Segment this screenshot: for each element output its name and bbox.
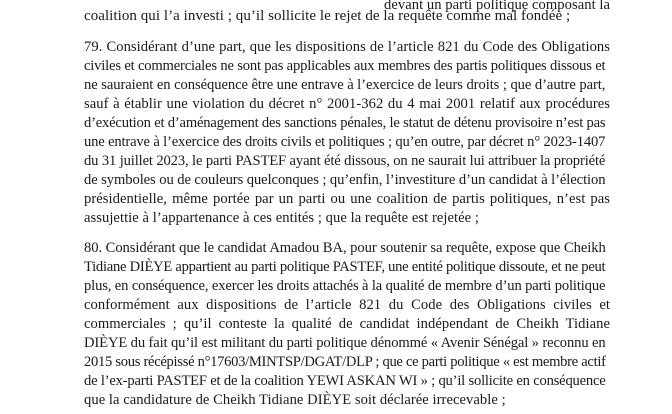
p80-line-4: conformément aux dispositions de l’article 821 du Code des Obligations civiles et: [84, 297, 610, 313]
p79-line-3: ne sauraient en conséquence être une entrave à l’exercice de leurs droits ; que d’autre part,: [84, 77, 606, 93]
p80-line-9: que la candidature de Cheikh Tidiane DIÈYE soit déclarée irrecevable ;: [84, 392, 506, 408]
p79-line-4: sauf à établir une violation du décret n° 2001-362 du 4 mai 2001 relatif aux procédures: [84, 96, 610, 112]
p80-line-7: 2015 sous récépissé n°17603/MINTSP/DGAT/DLP ; que ce parti politique « est membre actif: [84, 354, 606, 370]
p79-line-2: civiles et commerciales ne sont pas applicables aux membres des partis politiques dissous et: [84, 58, 606, 74]
p79-line-8: de symboles ou de couleurs quelconques ; qu’enfin, l’investiture d’un candidat à l’élection: [84, 172, 606, 188]
p79-line-10: assujettie à l’appartenance à ces entités ; que la requête est rejetée ;: [84, 210, 479, 226]
p80-line-2: Tidiane DIÈYE appartient au parti politique PASTEF, une entité politique dissoute, et ne peut: [84, 259, 606, 275]
p79-line-9: présidentielle, même portée par un parti ou une coalition de partis politiques, n’est pas: [84, 191, 610, 207]
p79-line-5: d’exécution et d’aménagement des sanctions pénales, le statut de détenu provisoire n’est pas: [84, 115, 606, 131]
cut-off-text: devant un parti politique composant la: [384, 0, 611, 13]
p80-line-5: commerciales ; qu’il conteste la qualité de candidat indépendant de Cheikh Tidiane: [84, 316, 610, 332]
p79-line-7: du 31 juillet 2023, le parti PASTEF ayant été dissous, on ne saurait lui attribuer la propriété: [84, 153, 606, 169]
p79-line-1: 79. Considérant d’une part, que les dispositions de l’article 821 du Code des Obligations: [84, 39, 610, 55]
p80-line-3: plus, en conséquence, exercer les droits attachés à la qualité de membre d’un parti politique: [84, 278, 606, 294]
paragraph-78-tail: coalition qui l’a investi ; qu’il sollicite le rejet de la requête comme mal fondée ;: [84, 8, 571, 24]
p80-line-6: DIÈYE du fait qu’il est militant du parti politique dénommé « Avenir Sénégal » reconnu en: [84, 335, 606, 351]
p80-line-1: 80. Considérant que le candidat Amadou BA, pour soutenir sa requête, expose que Cheikh: [84, 240, 606, 256]
p79-line-6: une entrave à l’exercice des droits civils et politiques ; qu’en outre, par décret n° 2023-1407: [84, 134, 606, 150]
p80-line-8: de l’ex-parti PASTEF et de la coalition YEWI ASKAN WI » ; qu’il sollicite en conséquence: [84, 373, 606, 389]
